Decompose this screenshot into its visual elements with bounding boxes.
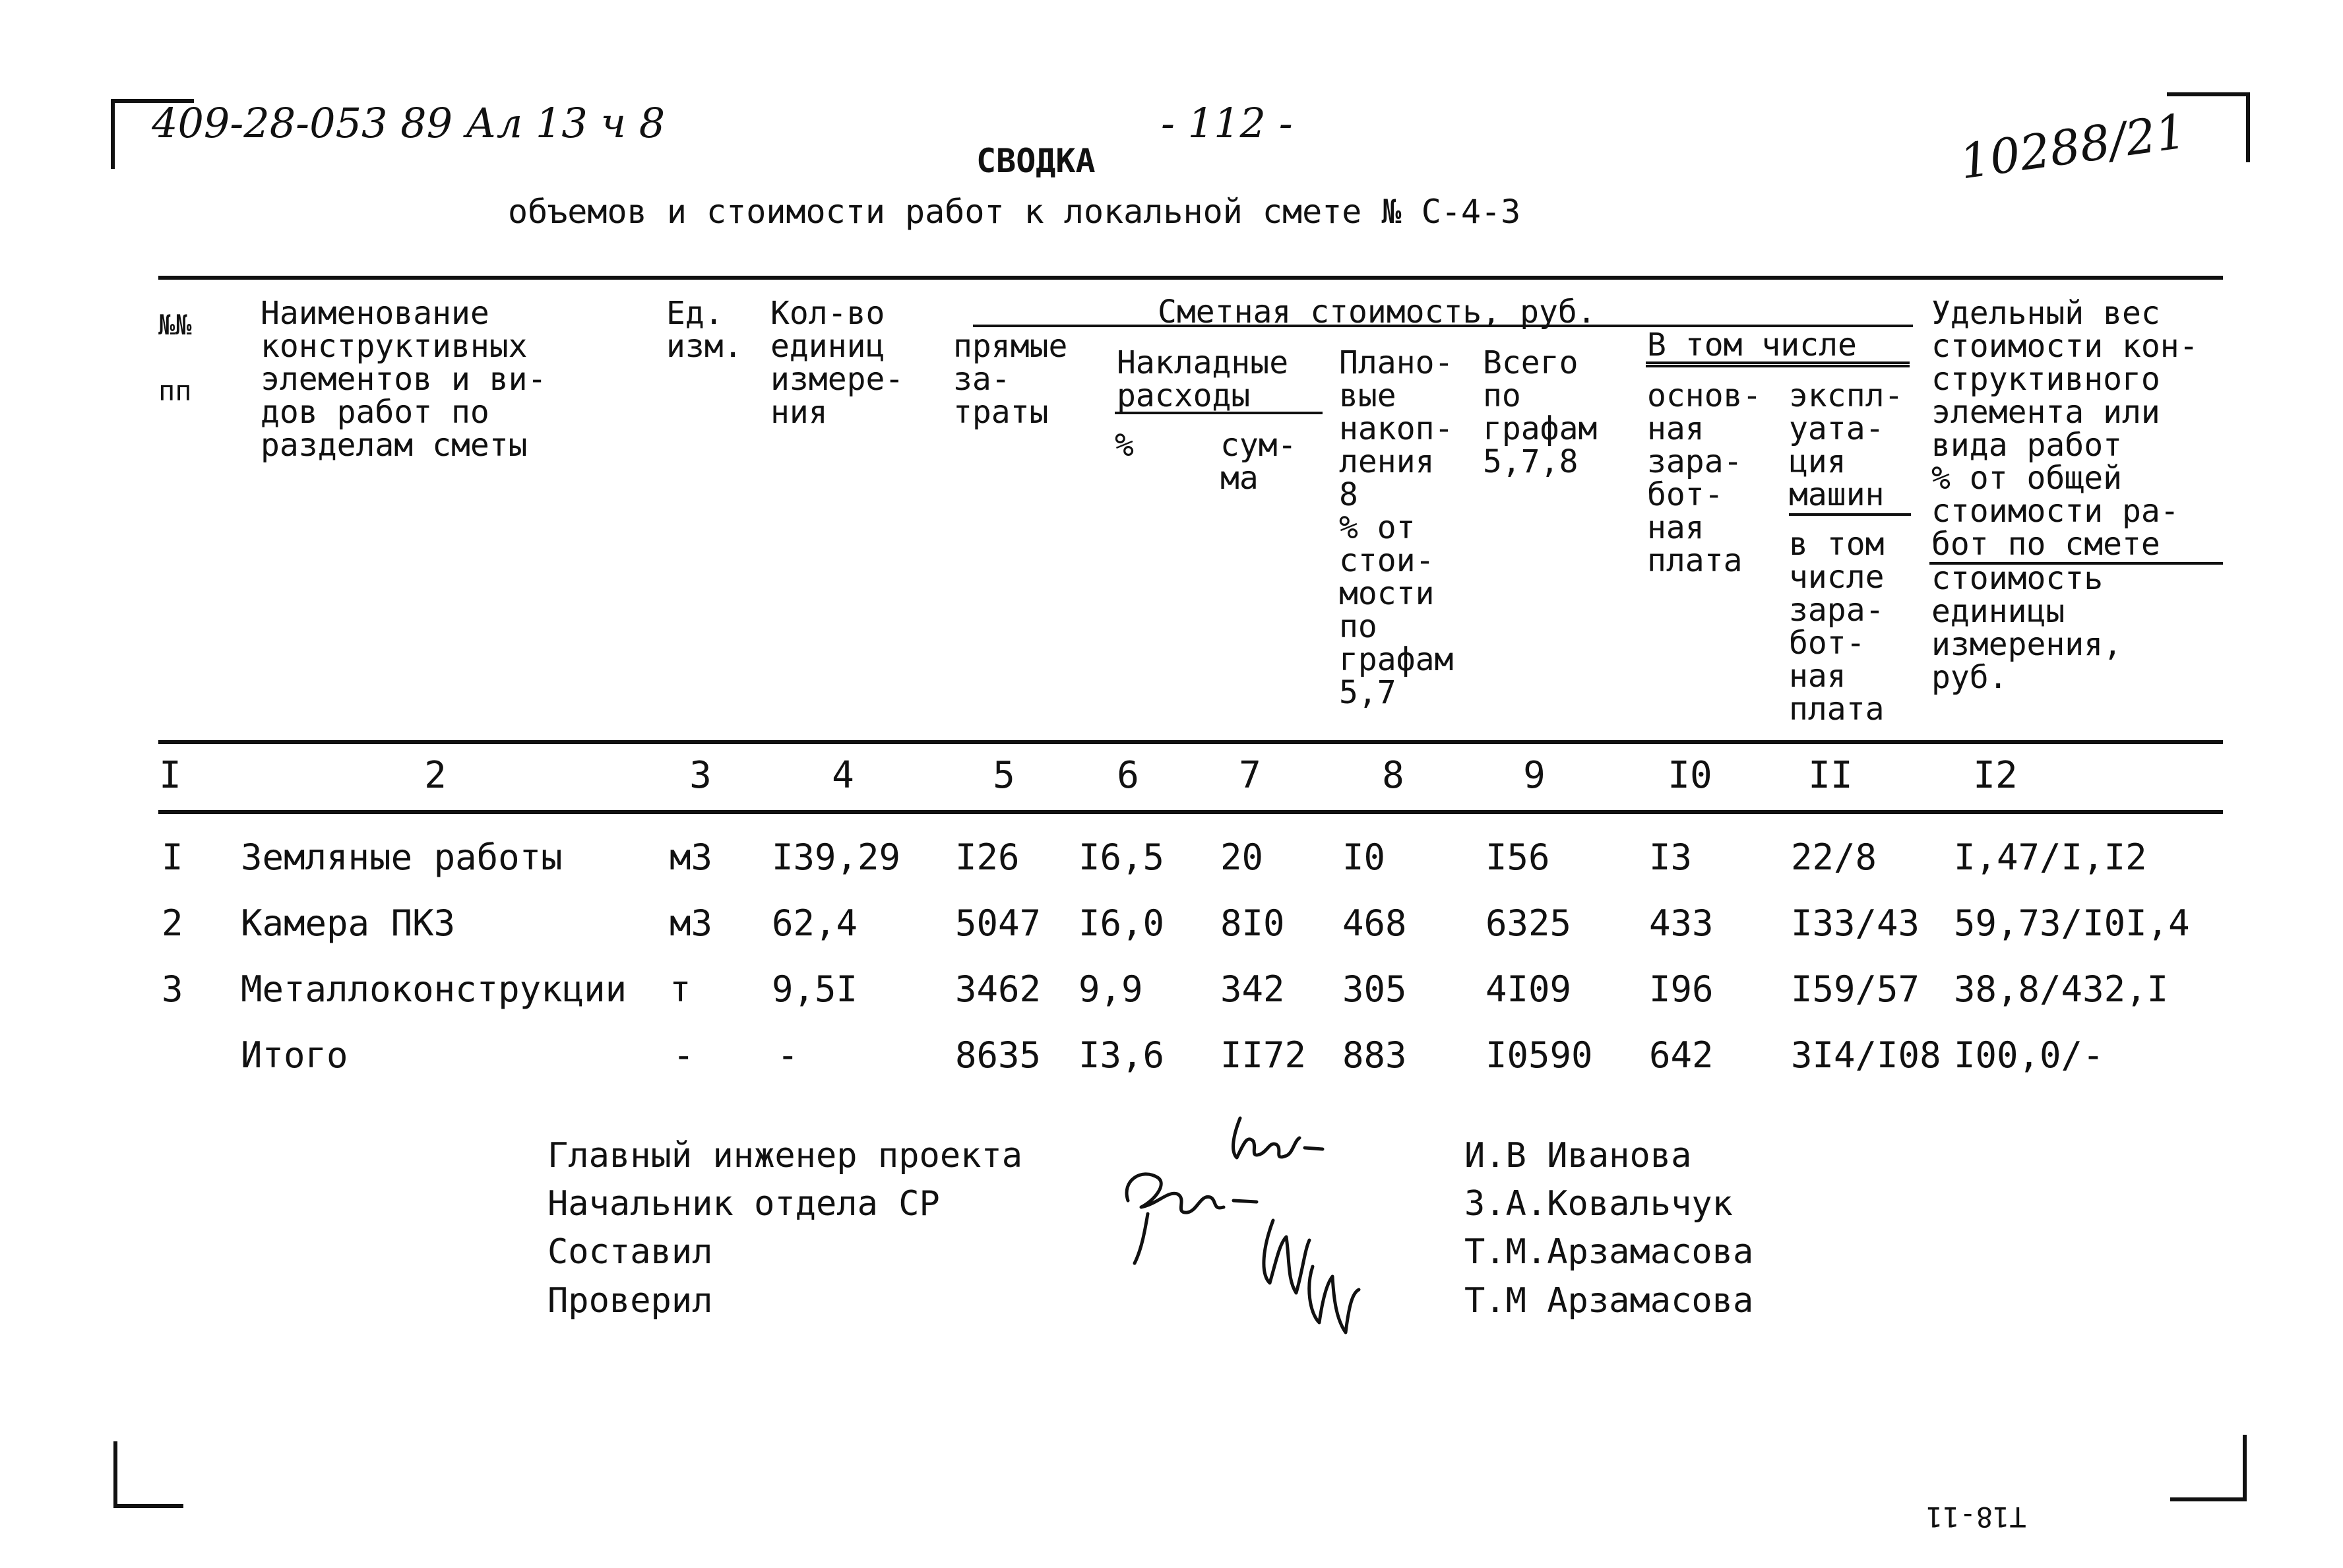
row-overhead-sum: 342	[1220, 968, 1285, 1010]
header-machine-wage: в том числе зара- бот- ная плата	[1789, 526, 1885, 728]
header-cost-group: Сметная стоимость, руб.	[1158, 294, 1596, 330]
header-overhead: Накладные расходы	[1117, 344, 1289, 414]
signature-name: Т.М Арзамасова	[1464, 1281, 1754, 1321]
row-total: I56	[1485, 836, 1550, 878]
row-base-wage: 642	[1649, 1034, 1714, 1076]
incl-underline-lower	[1646, 365, 1910, 367]
row-number: 3	[162, 968, 183, 1010]
row-machines: I33/43	[1791, 902, 1920, 944]
row-base-wage: 433	[1649, 902, 1714, 944]
column-number: II	[1808, 754, 1853, 797]
row-planned: 305	[1342, 968, 1407, 1010]
header-unit: Ед. изм.	[666, 295, 743, 365]
row-machines: I59/57	[1791, 968, 1920, 1010]
machines-underline	[1789, 513, 1911, 516]
row-unit: -	[673, 1034, 695, 1076]
row-name: Земляные работы	[241, 836, 563, 878]
signature-name: З.А.Ковальчук	[1464, 1184, 1733, 1224]
row-total: 4I09	[1485, 968, 1572, 1010]
header-including: В том числе	[1647, 327, 1857, 363]
table-header-bottom-rule	[158, 740, 2223, 744]
signature-role: Главный инженер проекта	[547, 1136, 1023, 1176]
column-number: I	[159, 754, 181, 797]
row-share: 59,73/I0I,4	[1954, 902, 2190, 944]
column-number: 2	[424, 754, 447, 797]
row-overhead-pct: I6,0	[1078, 902, 1165, 944]
header-total: Всего по графам 5,7,8	[1483, 344, 1598, 480]
row-planned: 468	[1342, 902, 1407, 944]
column-number: 9	[1523, 754, 1546, 797]
handwritten-signatures	[1095, 1095, 1438, 1372]
handwritten-code: 409-28-053 89 Ал 13 ч 8	[152, 99, 666, 147]
row-total: I0590	[1485, 1034, 1593, 1076]
table-colnum-rule	[158, 810, 2223, 814]
header-unit-cost: стоимость единицы измерения, руб.	[1931, 560, 2122, 696]
column-number: 4	[832, 754, 854, 797]
row-name: Металлоконструкции	[241, 968, 627, 1010]
header-planned-savings: Плано- вые накоп- ления 8 % от стои- мости по графам 5,7	[1339, 344, 1454, 711]
row-overhead-pct: I3,6	[1078, 1034, 1165, 1076]
row-planned: I0	[1342, 836, 1386, 878]
row-share: I,47/I,I2	[1954, 836, 2147, 878]
header-overhead-percent: %	[1115, 427, 1134, 464]
row-number: I	[162, 836, 183, 878]
row-direct: 8635	[955, 1034, 1042, 1076]
row-quantity: I39,29	[772, 836, 901, 878]
column-number: 7	[1239, 754, 1261, 797]
header-machine-ops: экспл- уата- ция машин	[1789, 377, 1904, 513]
handwritten-ref: 10288/21	[1956, 103, 2190, 190]
archive-stamp: T18-11	[1926, 1501, 2026, 1533]
corner-mark-bottom-right	[2170, 1435, 2247, 1501]
row-unit: м3	[670, 902, 713, 944]
row-quantity: 9,5I	[772, 968, 858, 1010]
row-name: Итого	[241, 1034, 348, 1076]
row-share: 38,8/432,I	[1954, 968, 2169, 1010]
page-number: - 112 -	[1161, 99, 1293, 147]
signature-role: Составил	[547, 1232, 713, 1272]
column-number: I0	[1668, 754, 1712, 797]
page-title: СВОДКА	[976, 142, 1096, 180]
signature-role: Проверил	[547, 1281, 713, 1321]
row-name: Камера ПКЗ	[241, 902, 456, 944]
corner-mark-bottom-left	[113, 1441, 183, 1508]
signature-name: И.В Иванова	[1464, 1136, 1692, 1176]
signature-name: Т.М.Арзамасова	[1464, 1232, 1754, 1272]
row-machines: 22/8	[1791, 836, 1877, 878]
row-total: 6325	[1485, 902, 1572, 944]
row-unit: м3	[670, 836, 713, 878]
header-quantity: Кол-во единиц измере- ния	[770, 295, 904, 431]
row-overhead-sum: 8I0	[1220, 902, 1285, 944]
column-number: 6	[1117, 754, 1139, 797]
row-unit: т	[670, 968, 691, 1010]
column-number: 5	[993, 754, 1015, 797]
column-number: 3	[689, 754, 712, 797]
row-planned: 883	[1342, 1034, 1407, 1076]
column-number: 8	[1382, 754, 1404, 797]
row-quantity: -	[777, 1034, 799, 1076]
row-share: I00,0/-	[1954, 1034, 2104, 1076]
row-direct: I26	[955, 836, 1020, 878]
signature-role: Начальник отдела СР	[547, 1184, 940, 1224]
row-quantity: 62,4	[772, 902, 858, 944]
row-base-wage: I3	[1649, 836, 1693, 878]
row-overhead-pct: I6,5	[1078, 836, 1165, 878]
header-share: Удельный вес стоимости кон- структивного элемента или вида работ % от общей стоимости ра- бот по смете	[1931, 295, 2199, 563]
header-base-wage: основ- ная зара- бот- ная плата	[1647, 377, 1762, 579]
row-overhead-pct: 9,9	[1078, 968, 1143, 1010]
row-overhead-sum: 20	[1220, 836, 1264, 878]
row-direct: 5047	[955, 902, 1042, 944]
table-top-rule	[158, 276, 2223, 280]
header-direct-costs: прямые за- траты	[953, 328, 1068, 431]
row-overhead-sum: II72	[1220, 1034, 1307, 1076]
row-number: 2	[162, 902, 183, 944]
header-overhead-sum: сум- ма	[1220, 427, 1297, 497]
row-direct: 3462	[955, 968, 1042, 1010]
header-name: Наименование конструктивных элементов и ви- дов работ по разделам сметы	[261, 295, 547, 464]
row-base-wage: I96	[1649, 968, 1714, 1010]
page-subtitle: объемов и стоимости работ к локальной смете № С-4-3	[508, 193, 1521, 231]
row-machines: 3I4/I08	[1791, 1034, 1941, 1076]
header-row-number: №№ пп	[158, 309, 192, 407]
column-number: I2	[1973, 754, 2018, 797]
